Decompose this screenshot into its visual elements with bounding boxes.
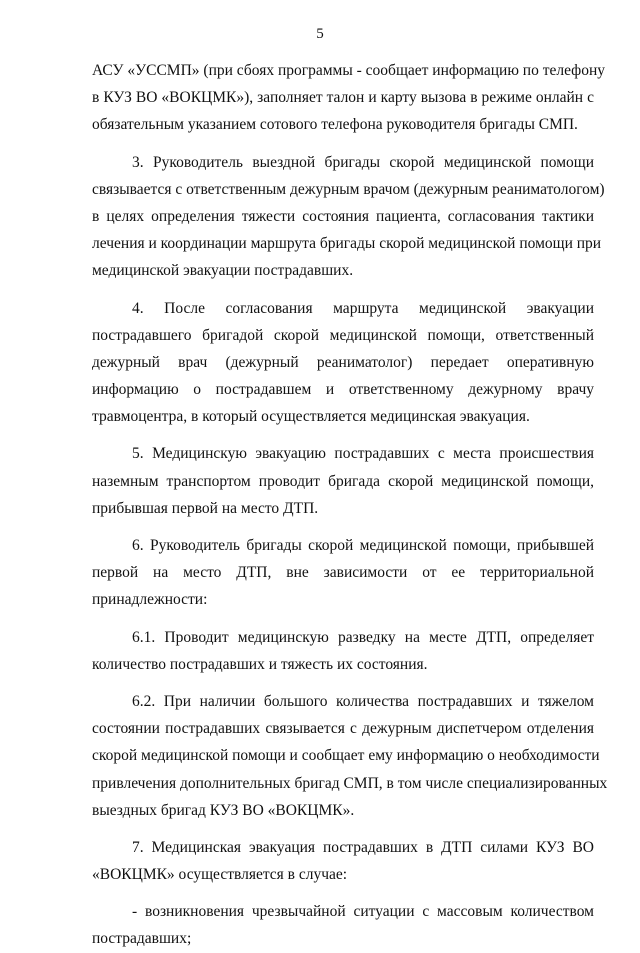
paragraph-5 — [92, 440, 594, 522]
paragraph-continuation — [92, 57, 606, 139]
paragraph-line: привлечения дополнительных бригад СМП, в том числе специализированных — [92, 774, 608, 792]
paragraph-line: количество пострадавших и тяжесть их состояния. — [92, 655, 428, 673]
paragraph-line: 3. Руководитель выездной бригады скорой медицинской помощи — [132, 153, 594, 171]
paragraph-line: скорой медицинской помощи и сообщает ему информацию о необходимости — [92, 747, 600, 765]
paragraph-line: 5. Медицинскую эвакуацию пострадавших с места происшествия — [132, 445, 594, 463]
list-item-mass-casualty — [92, 898, 594, 952]
paragraph-line: наземным транспортом проводит бригада скорой медицинской помощи, — [92, 472, 594, 490]
page-number: 5 — [316, 26, 324, 42]
document-body — [92, 57, 608, 953]
paragraph-7 — [92, 834, 594, 888]
paragraph-line: 7. Медицинская эвакуация пострадавших в ДТП силами КУЗ ВО — [132, 838, 594, 856]
paragraph-line: пострадавшего бригадой скорой медицинской помощи, ответственный — [92, 326, 594, 344]
paragraph-line: 4. После согласования маршрута медицинской эвакуации — [132, 299, 594, 317]
paragraph-line: состоянии пострадавших связывается с дежурным диспетчером отделения — [92, 720, 594, 738]
paragraph-line: АСУ «УССМП» (при сбоях программы - сообщает информацию по телефону — [92, 62, 606, 79]
paragraph-line: обязательным указанием сотового телефона руководителя бригады СМП. — [92, 116, 578, 134]
paragraph-line: 6.1. Проводит медицинскую разведку на месте ДТП, определяет — [132, 628, 594, 646]
paragraph-line: первой на место ДТП, вне зависимости от ее территориальной — [92, 564, 594, 582]
paragraph-line: пострадавших; — [92, 930, 192, 948]
paragraph-line: в целях определения тяжести состояния пациента, согласования тактики — [92, 207, 594, 225]
paragraph-line: лечения и координации маршрута бригады скорой медицинской помощи при — [92, 235, 602, 253]
paragraph-line: принадлежности: — [92, 591, 208, 609]
paragraph-line: «ВОКЦМК» осуществляется в случае: — [92, 866, 348, 884]
paragraph-line: прибывшая первой на место ДТП. — [92, 499, 319, 517]
paragraph-3 — [92, 149, 605, 285]
paragraph-line: связывается с ответственным дежурным врачом (дежурным реаниматологом) — [92, 180, 605, 198]
paragraph-4 — [92, 295, 594, 431]
paragraph-6-2 — [92, 688, 608, 824]
paragraph-6 — [92, 532, 594, 614]
paragraph-line: - возникновения чрезвычайной ситуации с массовым количеством — [132, 903, 594, 921]
paragraph-line: 6. Руководитель бригады скорой медицинской помощи, прибывшей — [132, 537, 594, 554]
paragraph-6-1 — [92, 624, 594, 678]
paragraph-line: 6.2. При наличии большого количества пострадавших и тяжелом — [132, 692, 594, 710]
paragraph-line: в КУЗ ВО «ВОКЦМК»), заполняет талон и карту вызова в режиме онлайн с — [92, 89, 594, 107]
paragraph-line: дежурный врач (дежурный реаниматолог) передает оперативную — [92, 353, 594, 371]
paragraph-line: выездных бригад КУЗ ВО «ВОКЦМК». — [92, 801, 355, 819]
paragraph-line: травмоцентра, в который осуществляется медицинская эвакуация. — [92, 408, 530, 426]
paragraph-line: информацию о пострадавшем и ответственному дежурному врачу — [92, 381, 594, 399]
paragraph-line: медицинской эвакуации пострадавших. — [92, 262, 354, 280]
